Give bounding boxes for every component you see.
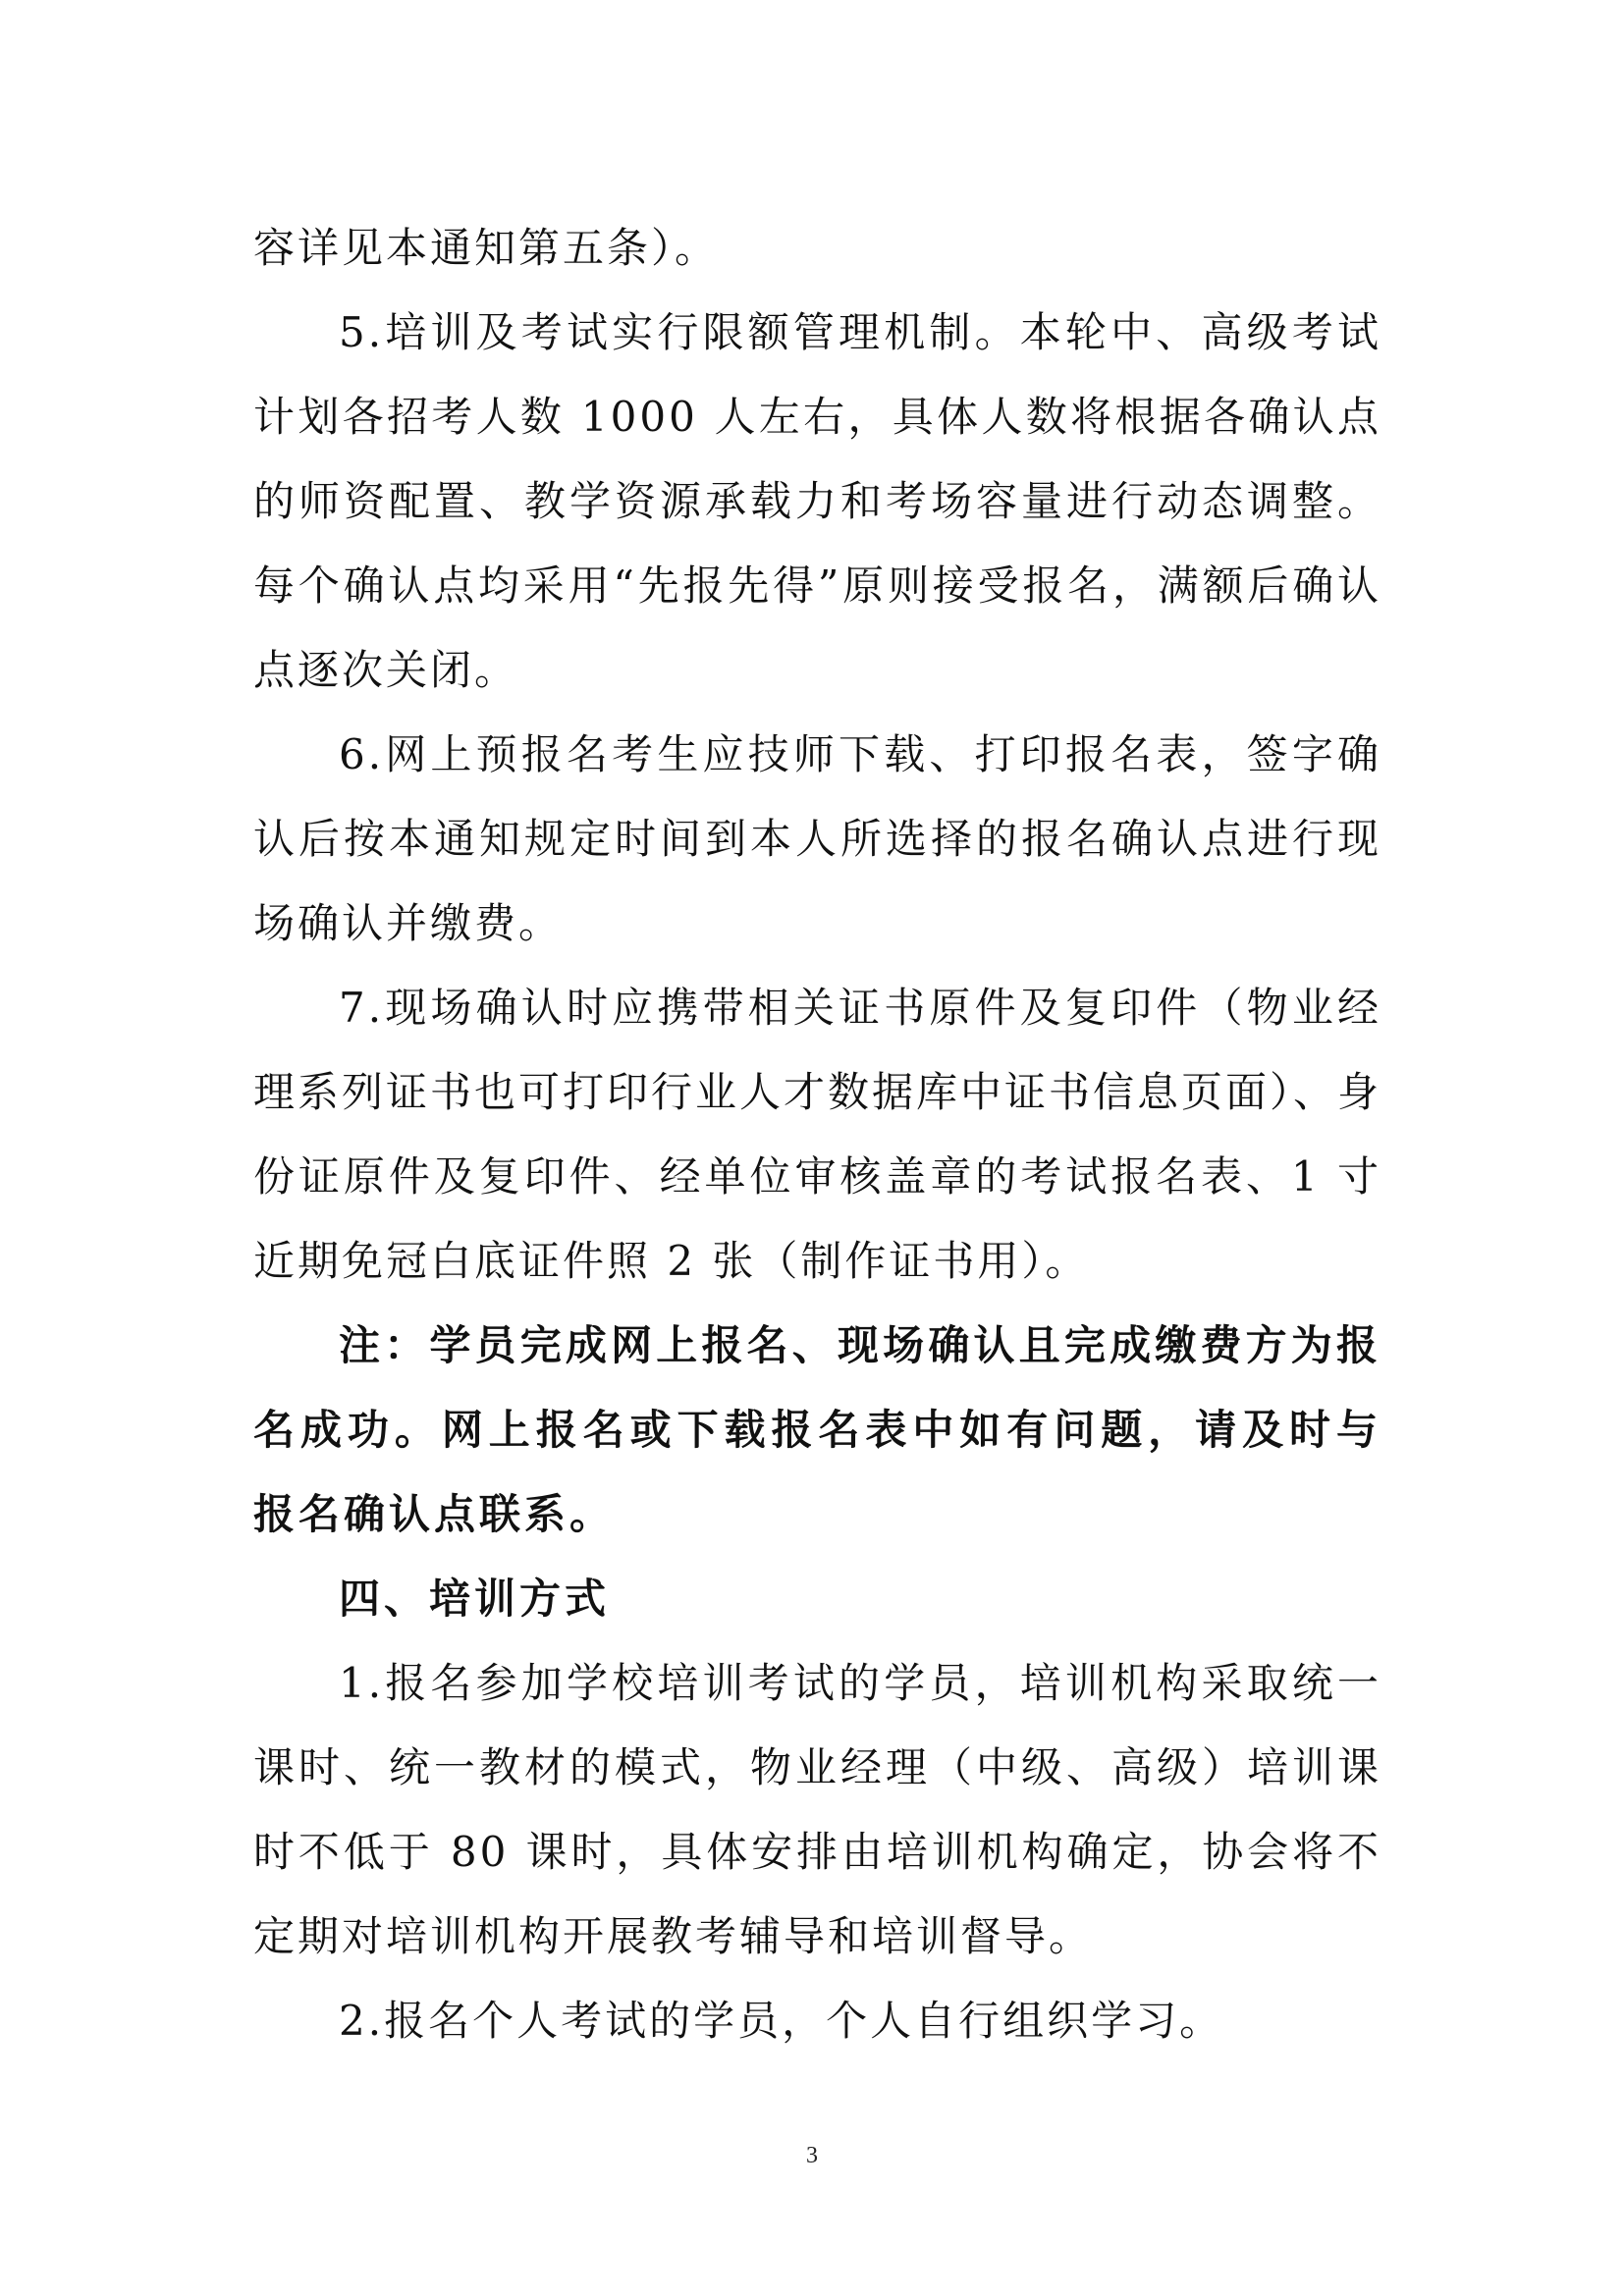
paragraph-item-5: 5.培训及考试实行限额管理机制。本轮中、高级考试计划各招考人数 1000 人左右，具体人数将根据各确认点的师资配置、教学资源承载力和考场容量进行动态调整。每个确认点均采用“先报先得”原则接受报名，满额后确认点逐次关闭。: [253, 308, 1381, 694]
paragraph-item-6: 6.网上预报名考生应技师下载、打印报名表，签字确认后按本通知规定时间到本人所选择的报名确认点进行现场确认并缴费。: [253, 730, 1381, 947]
paragraph-continuation: 容详见本通知第五条）。: [253, 224, 720, 272]
paragraph-training-item-2: 2.报名个人考试的学员，个人自行组织学习。: [339, 1997, 1224, 2045]
note-paragraph: 注：学员完成网上报名、现场确认且完成缴费方为报名成功。网上报名或下载报名表中如有问题，请及时与报名确认点联系。: [253, 1321, 1381, 1538]
body-text: [253, 206, 1381, 2063]
paragraph-item-7: 7.现场确认时应携带相关证书原件及复印件（物业经理系列证书也可打印行业人才数据库中证书信息页面）、身份证原件及复印件、经单位审核盖章的考试报名表、1 寸近期免冠白底证件照 2 张（制作证书用）。: [253, 984, 1382, 1285]
paragraph-training-item-1: 1.报名参加学校培训考试的学员，培训机构采取统一课时、统一教材的模式，物业经理（中级、高级）培训课时不低于 80 课时，具体安排由培训机构确定，协会将不定期对培训机构开展教考辅导和培训督导。: [253, 1659, 1381, 1960]
page-number: 3: [806, 2143, 818, 2168]
section-heading-training-method: 四、培训方式: [339, 1575, 611, 1623]
